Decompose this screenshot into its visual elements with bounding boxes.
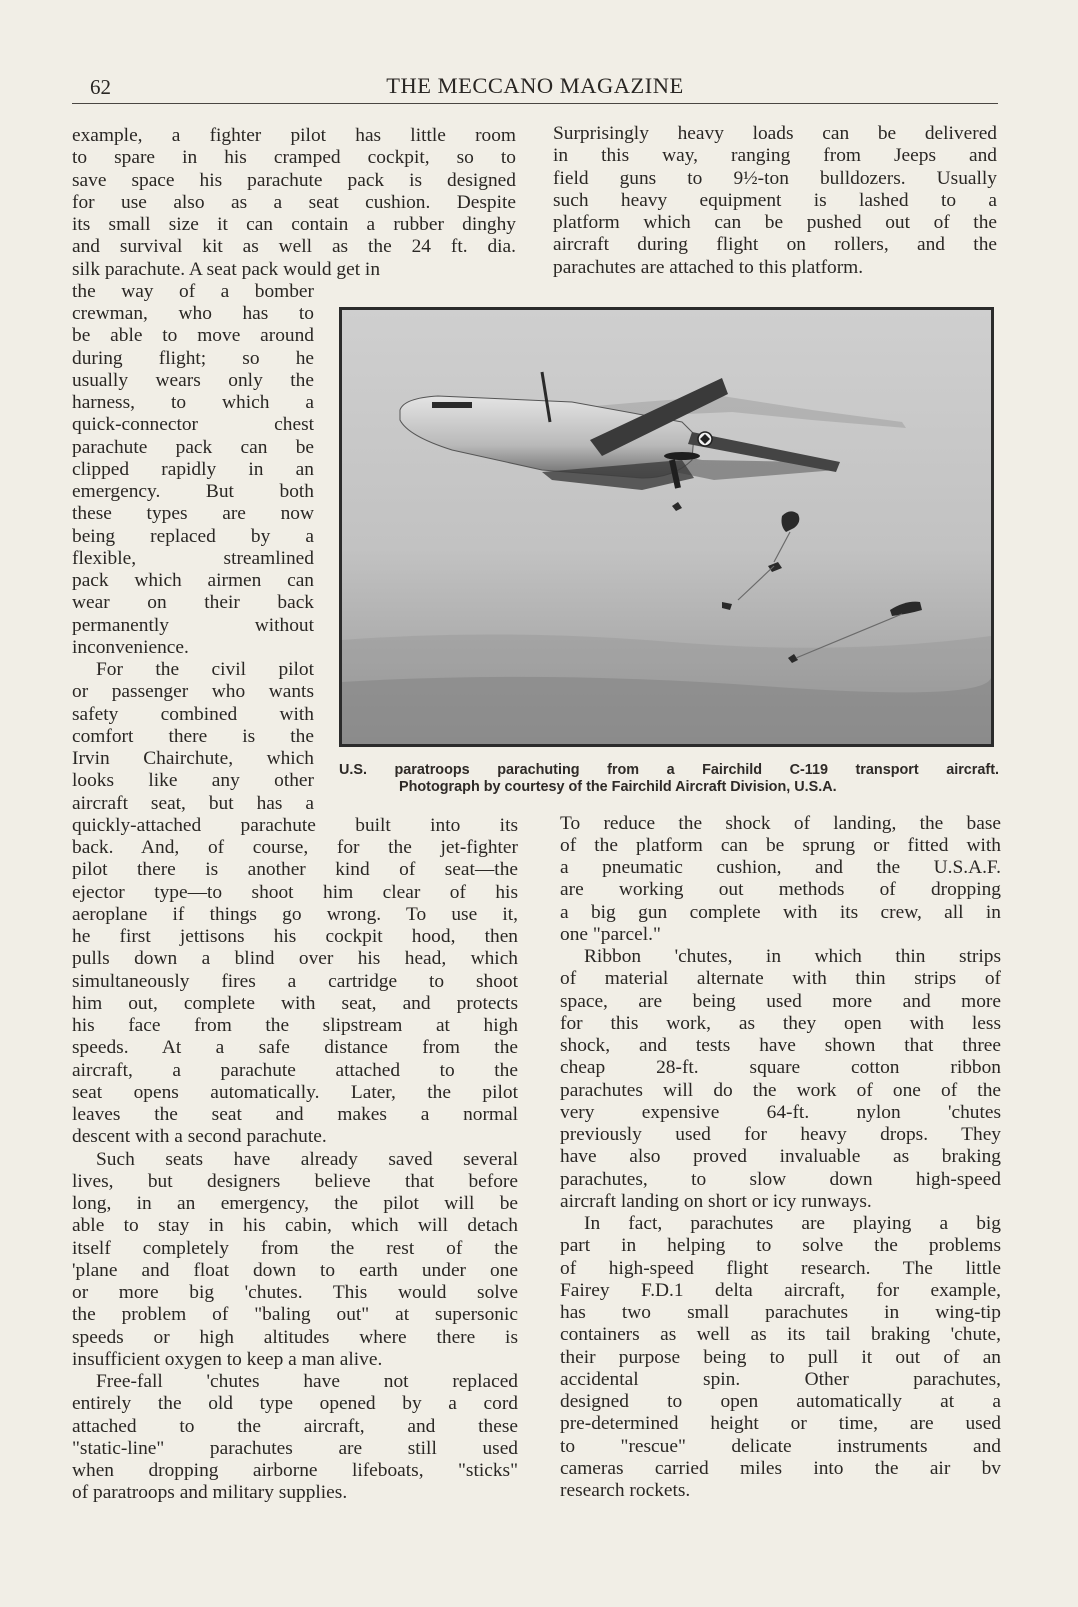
- text-line: descent with a second parachute.: [72, 1126, 327, 1148]
- text-line: pre-determined height or time, are used: [560, 1413, 1001, 1435]
- text-line: looks like any other: [72, 770, 314, 792]
- text-line: pack which airmen can: [72, 570, 314, 591]
- text-line: aircraft, a parachute attached to the: [72, 1059, 518, 1081]
- text-line: he first jettisons his cockpit hood, then: [72, 926, 518, 947]
- text-line: containers as well as its tail braking 'chute,: [560, 1324, 1001, 1346]
- text-line: these types are now: [72, 503, 314, 525]
- text-line: parachute pack can be: [72, 436, 314, 458]
- text-line: aeroplane if things go wrong. To use it,: [72, 903, 518, 925]
- text-line: parachutes will do the work of one of the: [560, 1079, 1001, 1101]
- text-line: example, a fighter pilot has little room: [72, 125, 516, 146]
- text-line: and survival kit as well as the 24 ft. dia.: [72, 236, 516, 258]
- text-line: being replaced by a: [72, 525, 314, 547]
- left-column-wrap: [72, 281, 314, 815]
- text-line: In fact, parachutes are playing a big: [584, 1213, 1001, 1234]
- text-line: or passenger who wants: [72, 681, 314, 703]
- text-line: research rockets.: [560, 1480, 691, 1501]
- text-line: its small size it can contain a rubber dinghy: [72, 214, 516, 235]
- text-line: the way of a bomber: [72, 280, 314, 302]
- text-line: accidental spin. Other parachutes,: [560, 1368, 1001, 1390]
- text-line: very expensive 64-ft. nylon 'chutes: [560, 1101, 1001, 1123]
- text-line: of material alternate with thin strips of: [560, 968, 1001, 990]
- text-line: 'plane and float down to earth under one: [72, 1259, 518, 1281]
- left-column-top: [72, 125, 516, 281]
- text-line: cameras carried miles into the air bv: [560, 1457, 1001, 1479]
- text-line: leaves the seat and makes a normal: [72, 1104, 518, 1125]
- text-line: speeds or high altitudes where there is: [72, 1326, 518, 1348]
- text-line: parachutes, to slow down high-speed: [560, 1168, 1001, 1190]
- text-line: of paratroops and military supplies.: [72, 1482, 348, 1504]
- text-line: pulls down a blind over his head, which: [72, 948, 518, 970]
- text-line: entirely the old type opened by a cord: [72, 1393, 518, 1415]
- text-line: attached to the aircraft, and these: [72, 1415, 518, 1437]
- caption-line-1: U.S. paratroops parachuting from a Fairchild C-119 transport aircraft.: [339, 762, 999, 778]
- text-line: back. And, of course, for the jet-fighter: [72, 837, 518, 858]
- text-line: during flight; so he: [72, 347, 314, 369]
- text-line: designed to open automatically at a: [560, 1391, 1001, 1412]
- text-line: emergency. But both: [72, 481, 314, 502]
- text-line: crewman, who has to: [72, 303, 314, 324]
- text-line: or more big 'chutes. This would solve: [72, 1282, 518, 1303]
- text-line: space, are being used more and more: [560, 990, 1001, 1012]
- text-line: have also proved invaluable as braking: [560, 1146, 1001, 1168]
- text-line: able to stay in his cabin, which will detach: [72, 1215, 518, 1237]
- text-line: "static-line" parachutes are still used: [72, 1437, 518, 1459]
- text-line: save space his parachute pack is designed: [72, 169, 516, 191]
- text-line: Irvin Chairchute, which: [72, 748, 314, 769]
- text-line: lives, but designers believe that before: [72, 1170, 518, 1192]
- text-line: cheap 28-ft. square cotton ribbon: [560, 1057, 1001, 1079]
- text-line: usually wears only the: [72, 369, 314, 391]
- magazine-title: THE MECCANO MAGAZINE: [386, 73, 684, 98]
- text-line: flexible, streamlined: [72, 547, 314, 569]
- text-line: speeds. At a safe distance from the: [72, 1037, 518, 1059]
- text-line: his face from the slipstream at high: [72, 1015, 518, 1036]
- right-column-top: [553, 123, 997, 279]
- text-line: itself completely from the rest of the: [72, 1237, 518, 1259]
- text-line: harness, to which a: [72, 392, 314, 413]
- text-line: of high-speed flight research. The little: [560, 1257, 1001, 1279]
- text-line: previously used for heavy drops. They: [560, 1124, 1001, 1145]
- photo-caption: [339, 762, 999, 796]
- text-line: shock, and tests have shown that three: [560, 1035, 1001, 1056]
- text-line: aircraft seat, but has a: [72, 792, 314, 814]
- text-line: part in helping to solve the problems: [560, 1235, 1001, 1257]
- text-line: to "rescue" delicate instruments and: [560, 1435, 1001, 1457]
- text-line: for this work, as they open with less: [560, 1012, 1001, 1034]
- text-line: permanently without: [72, 614, 314, 636]
- text-line: Fairey F.D.1 delta aircraft, for example,: [560, 1279, 1001, 1301]
- right-column-bottom: [560, 813, 1001, 1503]
- text-line: silk parachute. A seat pack would get in: [72, 258, 381, 280]
- text-line: a big gun complete with its crew, all in: [560, 901, 1001, 923]
- text-line: their purpose being to pull it out of an: [560, 1346, 1001, 1368]
- text-line: insufficient oxygen to keep a man alive.: [72, 1348, 383, 1370]
- text-line: in this way, ranging from Jeeps and: [553, 145, 997, 167]
- text-line: clipped rapidly in an: [72, 458, 314, 480]
- text-line: Free-fall 'chutes have not replaced: [96, 1371, 518, 1392]
- text-line: quickly-attached parachute built into its: [72, 814, 518, 836]
- text-line: ejector type—to shoot him clear of his: [72, 881, 518, 903]
- text-line: safety combined with: [72, 703, 314, 725]
- text-line: be able to move around: [72, 325, 314, 347]
- text-line: such heavy equipment is lashed to a: [553, 189, 997, 211]
- text-line: a pneumatic cushion, and the U.S.A.F.: [560, 857, 1001, 878]
- text-line: To reduce the shock of landing, the base: [560, 812, 1001, 834]
- text-line: aircraft landing on short or icy runways.: [560, 1190, 872, 1212]
- page-header: [72, 71, 998, 104]
- text-line: one "parcel.": [560, 923, 661, 945]
- text-line: parachutes are attached to this platform.: [553, 256, 864, 278]
- text-line: to spare in his cramped cockpit, so to: [72, 147, 516, 169]
- text-line: are working out methods of dropping: [560, 879, 1001, 901]
- text-line: comfort there is the: [72, 725, 314, 747]
- text-line: wear on their back: [72, 592, 314, 614]
- text-line: Ribbon 'chutes, in which thin strips: [584, 946, 1001, 967]
- page-number: 62: [90, 75, 111, 99]
- text-line: Such seats have already saved several: [96, 1148, 518, 1170]
- text-line: for use also as a seat cushion. Despite: [72, 191, 516, 213]
- text-line: platform which can be pushed out of the: [553, 212, 997, 233]
- text-line: inconvenience.: [72, 636, 189, 658]
- text-line: has two small parachutes in wing-tip: [560, 1302, 1001, 1323]
- text-line: of the platform can be sprung or fitted with: [560, 834, 1001, 856]
- text-line: him out, complete with seat, and protects: [72, 992, 518, 1014]
- text-line: when dropping airborne lifeboats, "sticks": [72, 1460, 518, 1481]
- caption-line-2: Photograph by courtesy of the Fairchild Aircraft Division, U.S.A.: [399, 779, 837, 795]
- text-line: Surprisingly heavy loads can be delivered: [553, 123, 997, 144]
- text-line: For the civil pilot: [96, 659, 314, 680]
- text-line: aircraft during flight on rollers, and the: [553, 234, 997, 256]
- text-line: long, in an emergency, the pilot will be: [72, 1193, 518, 1214]
- text-line: pilot there is another kind of seat—the: [72, 859, 518, 881]
- text-line: seat opens automatically. Later, the pilot: [72, 1081, 518, 1103]
- text-line: the problem of "baling out" at supersonic: [72, 1304, 518, 1326]
- text-line: field guns to 9½-ton bulldozers. Usually: [553, 167, 997, 189]
- text-line: simultaneously fires a cartridge to shoot: [72, 970, 518, 992]
- text-line: quick-connector chest: [72, 414, 314, 436]
- aircraft-photo: [339, 307, 994, 747]
- left-column-bottom: [72, 815, 518, 1505]
